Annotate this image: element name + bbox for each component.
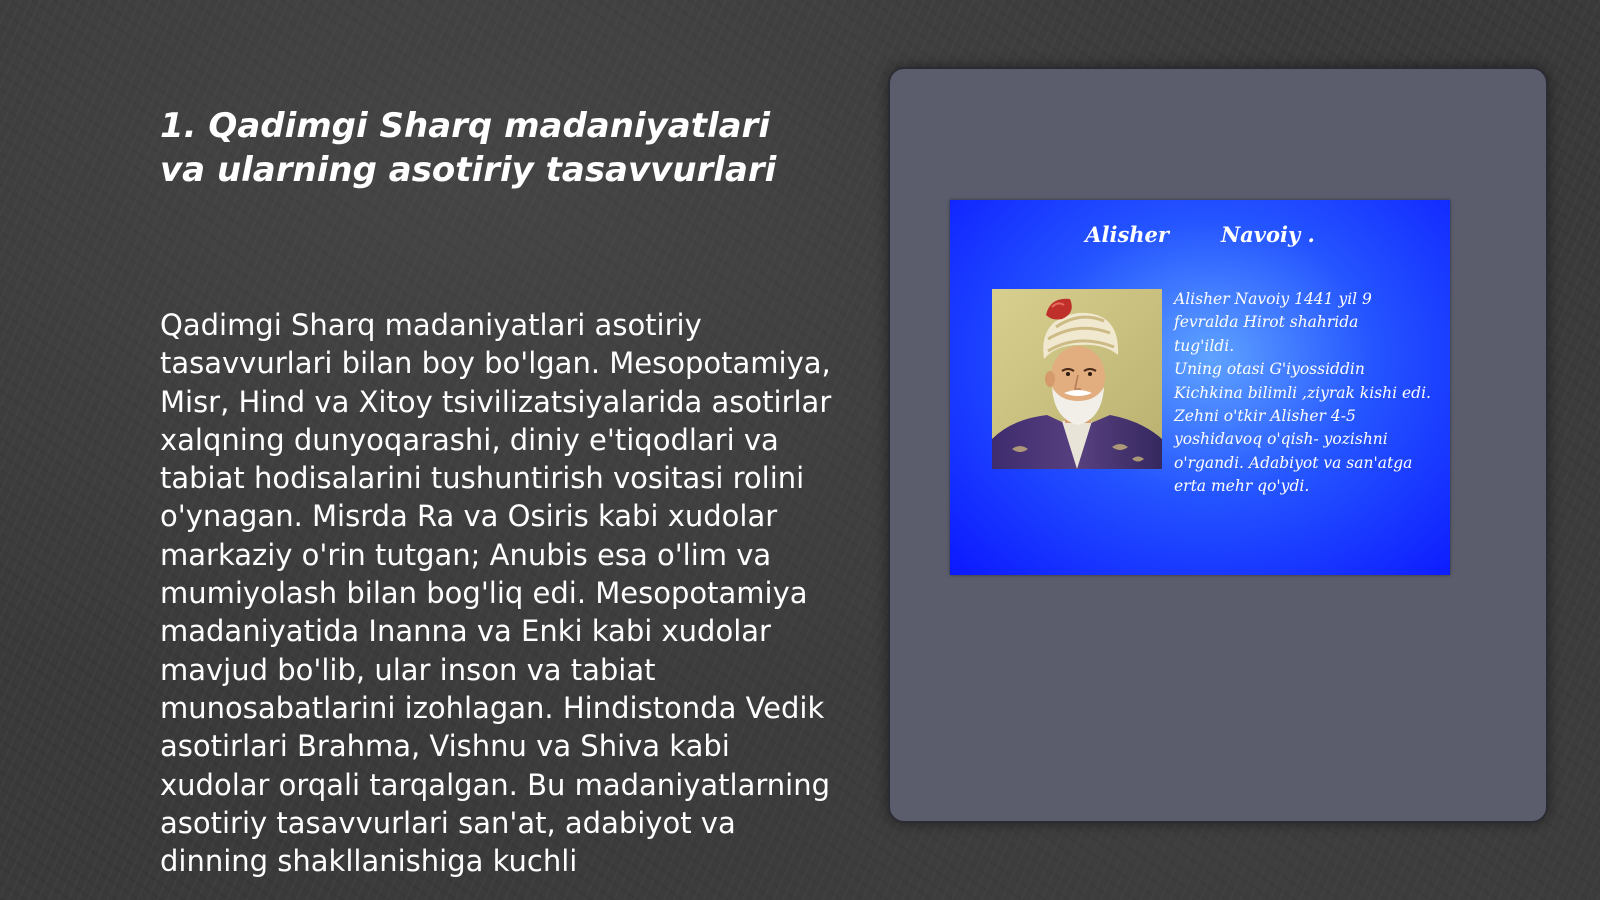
heading-last-name: Navoiy . — [1220, 222, 1315, 247]
embedded-slide-text: Alisher Navoiy 1441 yil 9 fevralda Hirot shahrida tug'ildi. Uning otasi G'iyossiddin Kichkina bilimli ,ziyrak kishi edi. Zehni o'tkir Alisher 4-5 yoshidavoq o'qish- yozishni o'rgandi. Adabiyot va san'atga erta mehr qo'ydi. — [1174, 290, 1431, 496]
heading-first-name: Alisher — [1085, 222, 1169, 247]
embedded-slide-heading — [950, 222, 1450, 247]
image-panel — [888, 67, 1548, 823]
portrait-image — [992, 289, 1162, 469]
embedded-slide-image — [950, 200, 1450, 575]
slide-title: 1. Qadimgi Sharq madaniyatlari va ularning asotiriy tasavvurlari — [160, 106, 777, 190]
slide-body-text: Qadimgi Sharq madaniyatlari asotiriy tasavvurlari bilan boy bo'lgan. Mesopotamiya, Misr, Hind va Xitoy tsivilizatsiyalarida asotirlar xalqning dunyoqarashi, diniy e'tiqodlari va tabiat hodisalarini tushuntirish vositasi rolini o'ynagan. Misrda Ra va Osiris kabi xudolar markaziy o'rin tutgan; Anubis esa o'lim va mumiyolash bilan bog'liq edi. Mesopotamiya madaniyatida Inanna va Enki kabi xudolar mavjud bo'lib, ular inson va tabiat munosabatlarini izohlagan. Hindistonda Vedik asotirlari Brahma, Vishnu va Shiva kabi xudolar orqali tarqalgan. Bu madaniyatlarning asotiriy tasavvurlari san'at, adabiyot va dinning shakllanishiga kuchli — [160, 308, 832, 879]
